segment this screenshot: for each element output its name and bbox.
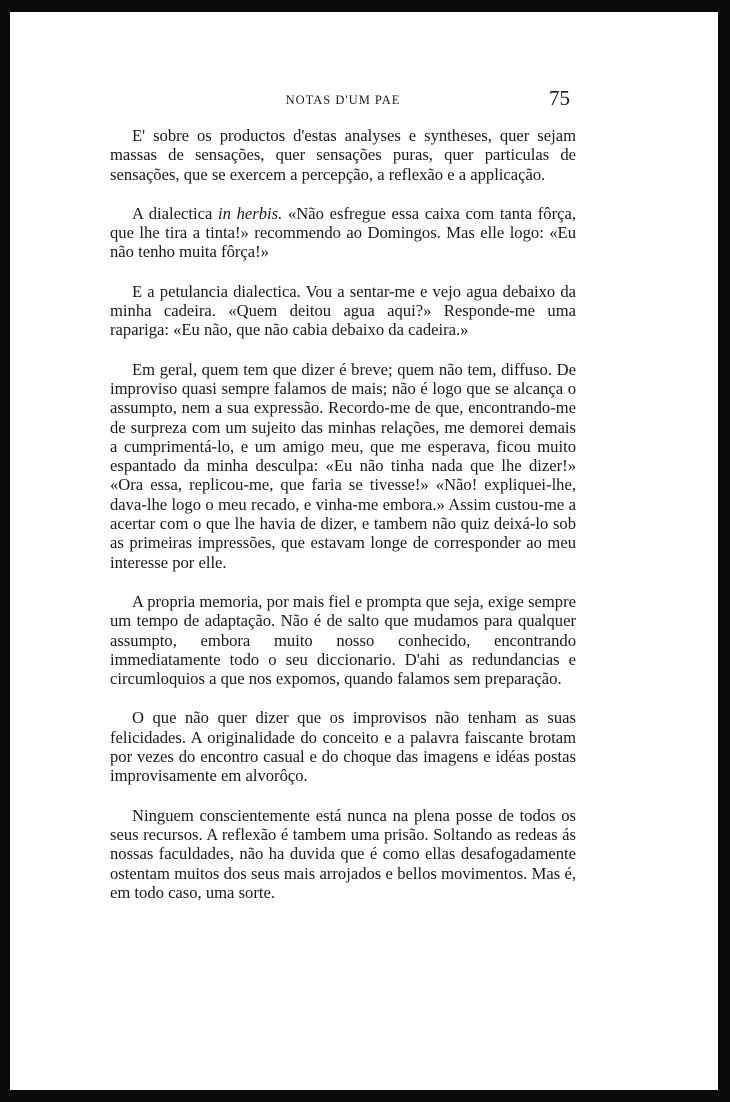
running-title: NOTAS D'UM PAE	[285, 93, 401, 107]
italic-phrase: in herbis.	[218, 203, 283, 223]
page-number: 75	[549, 86, 570, 110]
paragraph: Ninguem conscientemente está nunca na plena posse de todos os seus recursos. A reflexão é tambem uma prisão. Soltando as redeas ás nossas faculdades, não ha duvida que é como ellas desafogadamente ostentam muitos dos seus mais arrojados e bellos movimentos. Mas é, em todo caso, uma sorte.	[110, 805, 576, 902]
paragraph: O que não quer dizer que os improvisos não tenham as suas felicidades. A originalidade do conceito e a palavra faiscante brotam por vezes do encontro casual e do choque das imagens e idéas postas improvisamente em alvorôço.	[110, 708, 576, 786]
paragraph	[110, 204, 576, 262]
paragraph: Em geral, quem tem que dizer é breve; quem não tem, diffuso. De improviso quasi sempre falamos de mais; não é logo que se alcança o assumpto, nem a sua expressão. Recordo-me de que, encontrando-me de surpreza com um sujeito das minhas relações, me demorei demais a cumprimentá-lo, e um amigo meu, que me esperava, ficou muito espantado da minha desculpa: «Eu não tinha nada que lhe dizer!» «Ora essa, replicou-me, que faria se tivesse!» «Não! expliquei-lhe, dava-lhe logo o meu recado, e vinha-me embora.» Assim custou-me a acertar com o que lhe havia de dizer, e tambem não quiz deixá-lo sob as primeiras impressões, que estavam longe de corresponder ao meu interesse por elle.	[110, 359, 576, 572]
paragraph: A propria memoria, por mais fiel e prompta que seja, exige sempre um tempo de adaptação. Não é de salto que mudamos para qualquer assumpto, embora muito nosso conhecido, encontrando immediatamente todo o seu diccionario. D'ahi as redundancias e circumloquios a que nos expomos, quando falamos sem preparação.	[110, 591, 576, 689]
paragraph: E a petulancia dialectica. Vou a sentar-me e vejo agua debaixo da minha cadeira. «Quem deitou agua aqui?» Responde-me uma rapariga: «Eu não, que não cabia debaixo da cadeira.»	[110, 281, 576, 340]
running-head	[110, 86, 576, 116]
body-text	[110, 126, 576, 922]
paragraph-lead: A dialectica	[132, 203, 219, 223]
paragraph-rest: «Não esfregue essa caixa com tanta fôrça, que lhe tira a tinta!» recommendo ao Domingos. Mas elle logo: «Eu não tenho muita fôrça!»	[110, 203, 576, 262]
paragraph: E' sobre os productos d'estas analyses e syntheses, quer sejam massas de sensações, quer sensações puras, quer particulas de sensações, que se exercem a percepção, a reflexão e a applicação.	[110, 126, 576, 184]
